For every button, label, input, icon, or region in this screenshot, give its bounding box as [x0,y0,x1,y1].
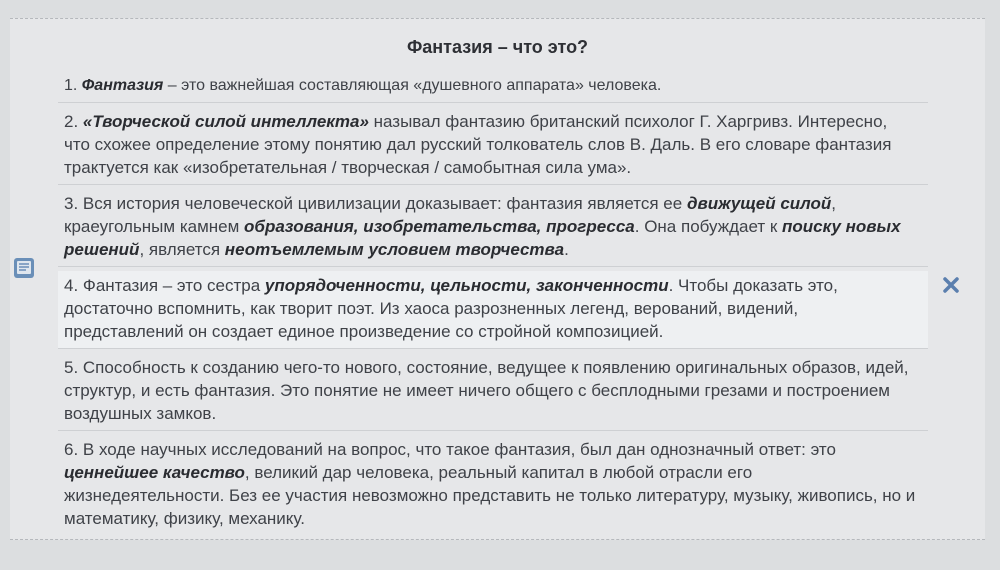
list-item [58,189,928,267]
cut-off-text [0,552,1000,570]
emphasis-text: «Творческой силой интеллекта» [82,112,369,131]
list-item [58,107,928,185]
emphasis-text: ценнейшее качество [64,463,245,482]
list-item [58,71,928,103]
emphasis-text: образования, изобретательства, прогресса [244,217,635,236]
item-list [58,71,928,539]
item-text: 5. Способность к созданию чего-то нового, состояние, ведущее к появлению оригинальных образов, идей, структур, и есть фантазия. Это понятие не имеет ничего общего с бесплодными грезами и построением воздушных замков. [64,358,909,423]
item-text: , великий дар человека, реальный капитал в любой отрасли его жизнедеятельности. Без ее участия невозможно представить не только литературу, музыку, живопись, но и математику, физику, механику. [64,463,916,528]
list-item [58,353,928,431]
book-icon[interactable] [12,256,36,280]
item-text: 3. Вся история человеческой цивилизации доказывает: фантазия является ее [64,194,687,213]
item-text: 1. [64,77,82,94]
content-card [10,18,985,540]
item-text: . Чтобы доказать это, достаточно вспомнить, как творит поэт. Из хаоса разрозненных легенд, верований, видений, представлений он создает единое произведение со стройной композицией. [64,276,838,341]
emphasis-text: неотъемлемым условием творчества [224,240,565,259]
emphasis-text: поиску новых решений [64,217,901,259]
emphasis-text: Фантазия [81,77,164,94]
list-item [58,271,928,349]
item-text: называл фантазию британский психолог Г. Харгривз. Интересно, что схожее определение этому понятию дал русский толкователь слов В. Даль. В его словаре фантазия трактуется как «изобретательная / творческая / самобытная сила ума». [64,112,892,177]
item-text: 4. Фантазия – это сестра [64,276,265,295]
item-text: 2. [64,112,83,131]
item-text: . [564,240,569,259]
list-item [58,435,928,535]
page-title: Фантазия – что это? [406,37,589,57]
item-text: . Она побуждает к [634,217,783,236]
close-icon[interactable] [940,274,962,296]
emphasis-text: упорядоченности, цельности, законченности [264,276,669,295]
item-text: , краеугольным камнем [64,194,837,236]
item-text: – это важнейшая составляющая «душевного аппарата» человека. [163,77,662,94]
item-text: , является [139,240,225,259]
emphasis-text: движущей силой [686,194,832,213]
item-text: 6. В ходе научных исследований на вопрос, что такое фантазия, был дан однозначный ответ: это [64,440,836,459]
